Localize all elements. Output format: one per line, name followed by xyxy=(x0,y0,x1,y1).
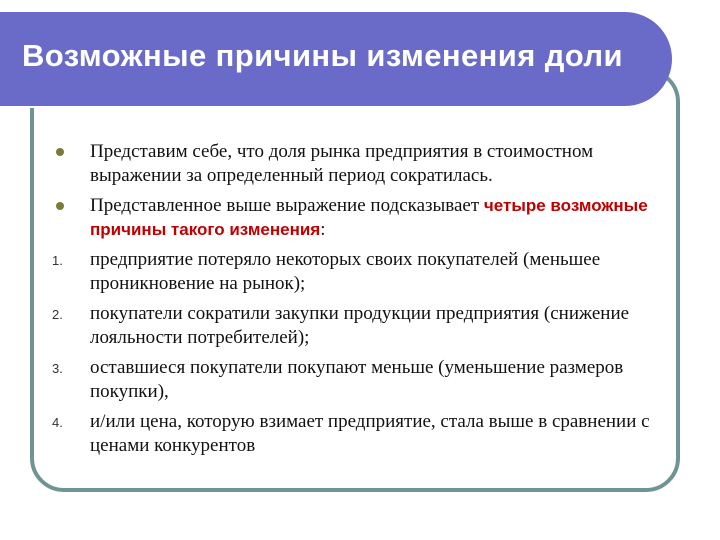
item-number: 3. xyxy=(52,361,63,376)
bullet-item-1 xyxy=(52,140,672,188)
numbered-item-2 xyxy=(52,302,672,350)
item-number: 2. xyxy=(52,307,63,322)
bullet-dot-icon xyxy=(56,202,64,210)
numbered-item-text: предприятие потеряло некоторых своих покупателей (меньшее проникновение на рынок); xyxy=(90,249,601,294)
numbered-item-text: и/или цена, которую взимает предприятие, стала выше в сравнении с ценами конкурентов xyxy=(90,411,650,456)
numbered-item-text: покупатели сократили закупки продукции предприятия (снижение лояльности потребителей); xyxy=(90,303,630,348)
numbered-item-3 xyxy=(52,356,672,404)
bullet-item-text: Представленное выше выражение подсказывает xyxy=(90,195,484,216)
numbered-item-text: оставшиеся покупатели покупают меньше (уменьшение размеров покупки), xyxy=(90,357,624,402)
item-number: 4. xyxy=(52,415,63,430)
numbered-item-1 xyxy=(52,248,672,296)
highlighted-text: четыре возможные причины такого изменения xyxy=(90,196,648,239)
bullet-item-text-end: : xyxy=(320,219,326,240)
bullet-dot-icon xyxy=(56,148,64,156)
title-bar xyxy=(0,12,672,106)
slide-title: Возможные причины изменения доли xyxy=(22,38,623,73)
bullet-item-text: Представим себе, что доля рынка предприятия в стоимостном выражении за определенный период сократилась. xyxy=(90,141,594,186)
item-number: 1. xyxy=(52,253,63,268)
title-underline xyxy=(0,106,638,108)
bullet-item-2 xyxy=(52,194,672,242)
numbered-item-4 xyxy=(52,410,672,458)
bullet-list xyxy=(52,140,672,464)
